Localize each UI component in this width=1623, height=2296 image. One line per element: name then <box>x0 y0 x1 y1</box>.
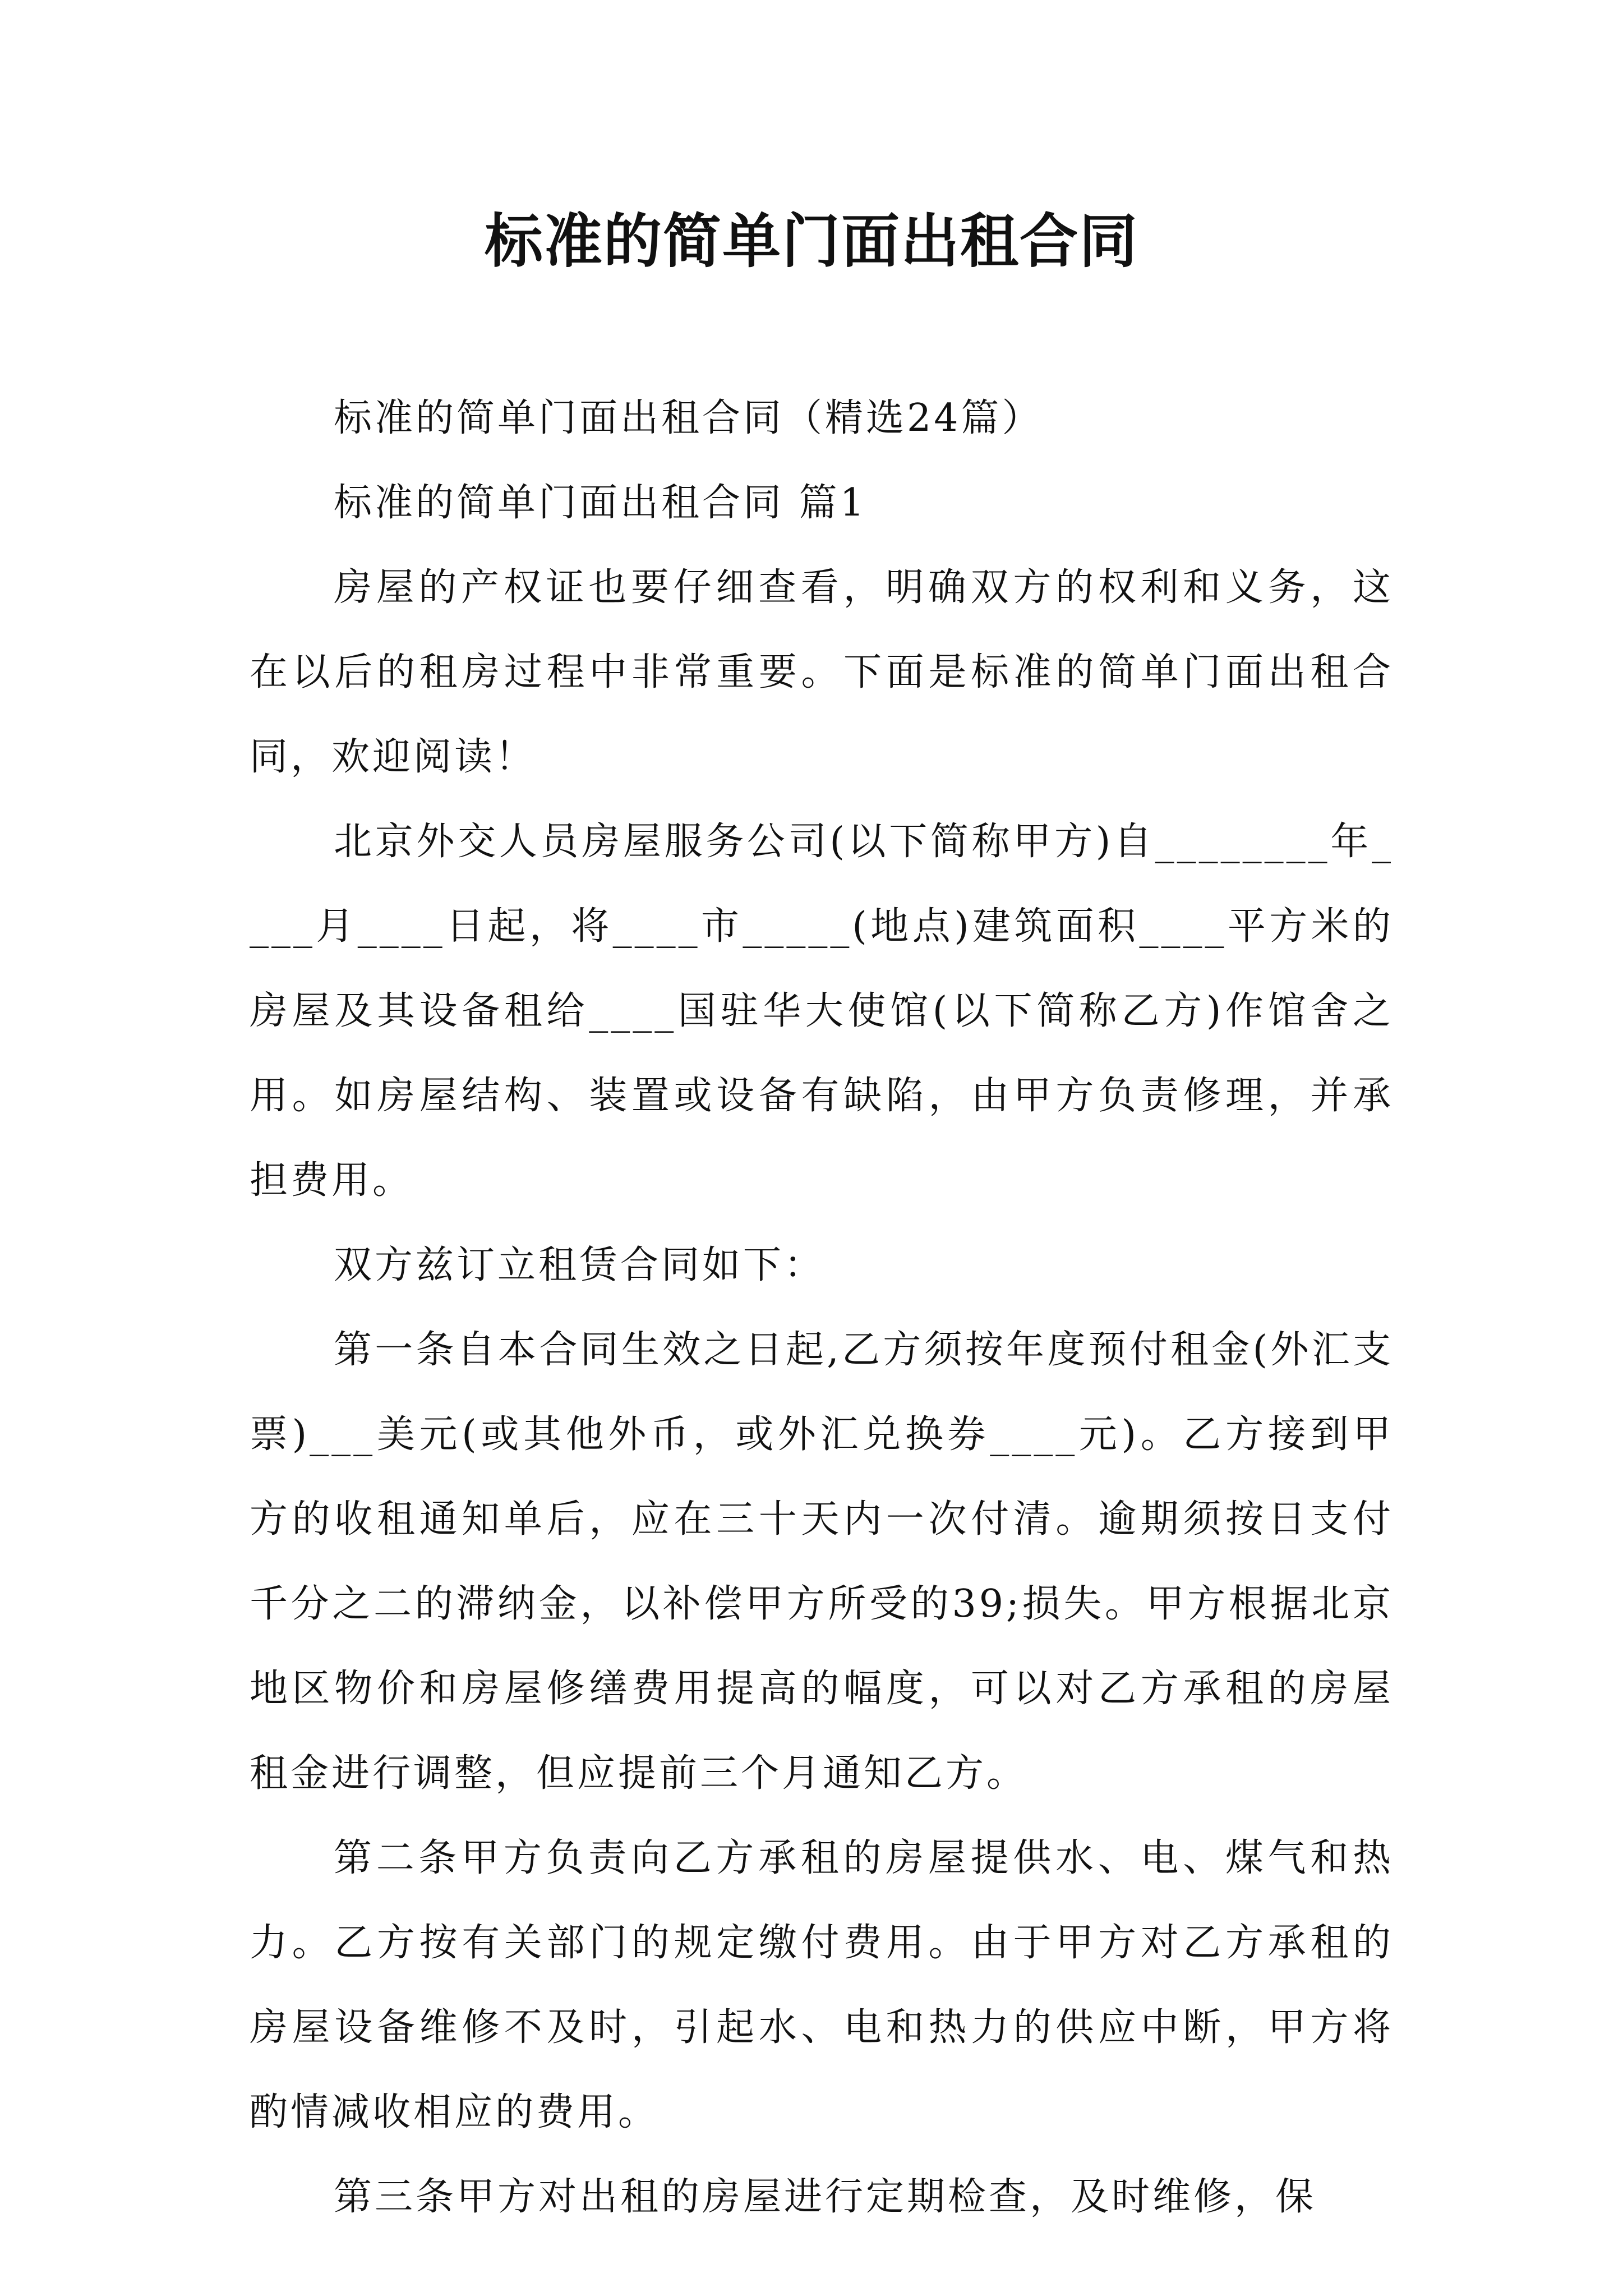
paragraph-article-1: 第一条自本合同生效之日起,乙方须按年度预付租金(外汇支票)___美元(或其他外币，或外汇兑换券____元)。乙方接到甲方的收租通知单后，应在三十天内一次付清。逾期须按日支付千分之二的滞纳金，以补偿甲方所受的39;损失。甲方根据北京地区物价和房屋修缮费用提高的幅度，可以对乙方承租的房屋租金进行调整，但应提前三个月通知乙方。 <box>250 1328 1394 1796</box>
document-title: 标准的简单门面出租合同 <box>484 206 1138 275</box>
document-body <box>250 376 1394 2239</box>
paragraph-intro: 房屋的产权证也要仔细查看，明确双方的权利和义务，这在以后的租房过程中非常重要。下面是标准的简单门面出租合同，欢迎阅读！ <box>250 565 1394 779</box>
paragraph-agreement-lead: 双方兹订立租赁合同如下： <box>334 1243 826 1287</box>
paragraph-parties: 北京外交人员房屋服务公司(以下简称甲方)自________年____月____日起，将____市_____(地点)建筑面积____平方米的房屋及其设备租给____国驻华大使馆(以下简称乙方)作馆舍之用。如房屋结构、装置或设备有缺陷，由甲方负责修理，并承担费用。 <box>250 820 1394 1203</box>
paragraph-section-heading: 标准的简单门面出租合同 篇1 <box>334 481 867 525</box>
paragraph-article-3: 第三条甲方对出租的房屋进行定期检查，及时维修，保 <box>334 2175 1317 2219</box>
paragraph-article-2: 第二条甲方负责向乙方承租的房屋提供水、电、煤气和热力。乙方按有关部门的规定缴付费用。由于甲方对乙方承租的房屋设备维修不及时，引起水、电和热力的供应中断，甲方将酌情减收相应的费用。 <box>250 1836 1394 2134</box>
paragraph-subtitle: 标准的简单门面出租合同（精选24篇） <box>334 396 1043 440</box>
